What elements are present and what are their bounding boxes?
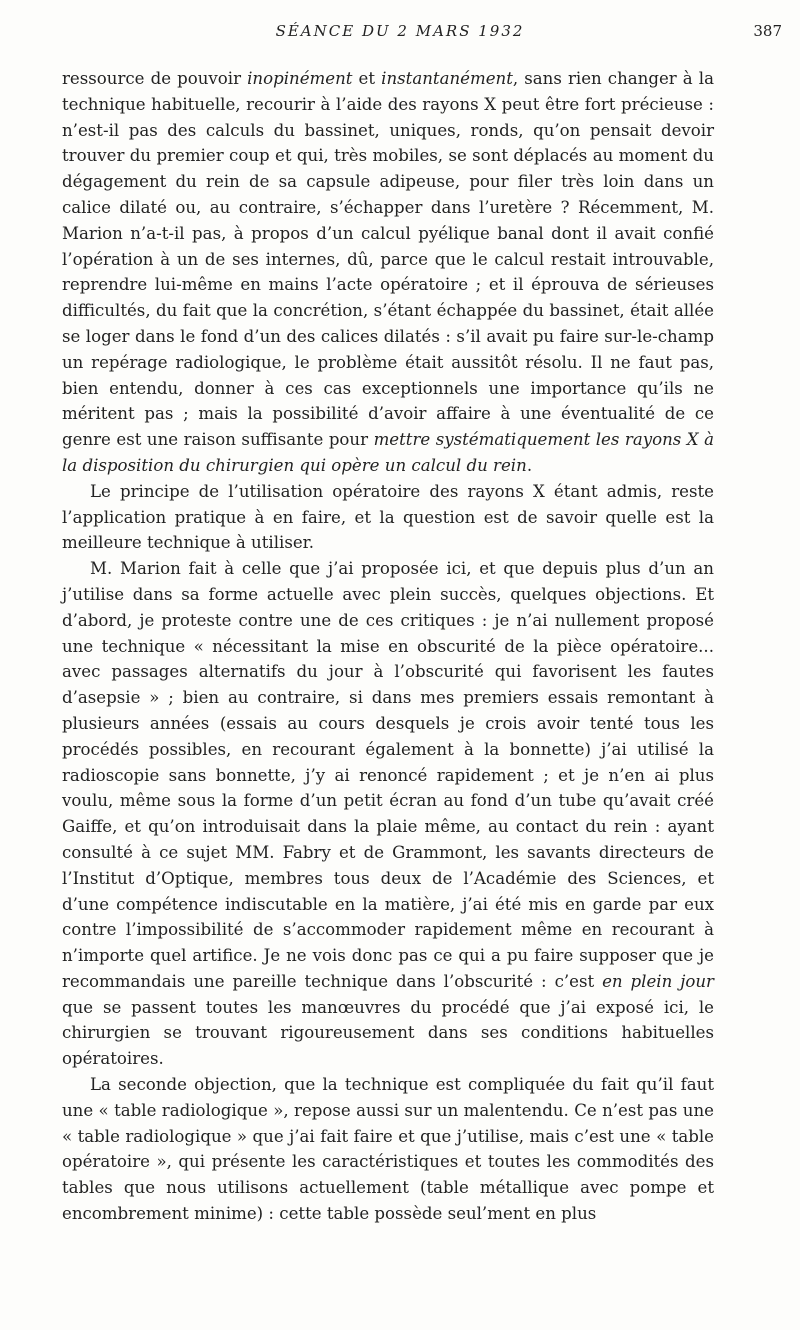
italic-run: instantanément: [381, 69, 513, 88]
running-head: SÉANCE DU 2 MARS 1932: [275, 22, 525, 40]
text-run: Le principe de l’utilisation opératoire des rayons X étant admis, reste l’application pratique à en faire, et la question est de savoir quelle est la meilleure technique à utiliser.: [62, 481, 714, 553]
text-run: que se passent toutes les manœuvres du procédé que j’ai exposé ici, le chirurgien se trouvant rigoureusement dans ses conditions habituelles opératoires.: [62, 997, 714, 1069]
text-run: ressource de pouvoir: [62, 69, 248, 88]
paragraph-2: [62, 479, 714, 556]
page-header: [0, 22, 800, 44]
paragraph-4: [62, 1072, 714, 1227]
body-text: [62, 66, 714, 1227]
text-run: La seconde objection, que la technique est compliquée du fait qu’il faut une « table radiologique », repose aussi sur un malentendu. Ce n’est pas une « table radiologique » que j’ai fait faire et que j’utilise, mais c’est une « table opératoire », qui présente les caractéristiques et toutes les commodités des tables que nous utilisons actuellement (table métallique avec pompe et encombrement minime) : cette table possède seul’ment en plus: [62, 1075, 714, 1224]
paragraph-1: [62, 66, 714, 479]
paragraph-3: [62, 556, 714, 1072]
text-run: , sans rien changer à la technique habituelle, recourir à l’aide des rayons X peut être fort précieuse : n’est-il pas des calculs du bassinet, uniques, ronds, qu’on pensait devoir trouver du premier coup et qui, très mobiles, se sont déplacés au moment du dégagement du rein de sa capsule adipeuse, pour filer très loin dans un calice dilaté ou, au contraire, s’échapper dans l’uretère ? Récemment, M. Marion n’a-t-il pas, à propos d’un calcul pyélique banal dont il avait confié l’opération à un de ses internes, dû, parce que le calcul restait introuvable, reprendre lui-même en mains l’acte opératoire ; et il éprouva de sérieuses difficultés, du fait que la concrétion, s’étant échappée du bassinet, était allée se loger dans le fond d’un des calices dilatés : s’il avait pu faire sur-le-champ un repérage radiologique, le problème était aussitôt résolu. Il ne faut pas, bien entendu, donner à ces cas exceptionnels une importance qu’ils ne méritent pas ; mais la possibilité d’avoir affaire à une éventualité de ce genre est une raison suffisante pour: [62, 69, 714, 450]
text-run: .: [526, 455, 533, 475]
text-run: M. Marion fait à celle que j’ai proposée ici, et que depuis plus d’un an j’utilise dans sa forme actuelle avec plein succès, quelques objections. Et d’abord, je proteste contre une de ces critiques : je n’ai nullement proposé une technique « nécessitant la mise en obscurité de la pièce opératoire... avec passages alternatifs du jour à l’obscurité qui favorisent les fautes d’asepsie » ; bien au contraire, si dans mes premiers essais remontant à plusieurs années (essais au cours desquels je crois avoir tenté tous les procédés possibles, en recourant également à la bonnette) j’ai utilisé la radioscopie sans bonnette, j’y ai renoncé rapidement ; et je n’en ai plus voulu, même sous la forme d’un petit écran au fond d’un tube qu’avait créé Gaiffe, et qu’on introduisait dans la plaie même, au contact du rein : ayant consulté à ce sujet MM. Fabry et de Grammont, les savants directeurs de l’Institut d’Optique, membres tous deux de l’Académie des Sciences, et d’une compétence indiscutable en la matière, j’ai été mis en garde par eux contre l’impossibilité de s’accommoder rapidement même en recourant à n’importe quel artifice. Je ne vois donc pas ce qui a pu faire supposer que je recommandais une pareille technique dans l’obscurité : c’est: [62, 559, 714, 991]
italic-run: en plein jour: [602, 971, 714, 991]
text-run: et: [352, 69, 382, 88]
italic-run: inopinément: [247, 69, 353, 88]
italic-run: mettre systématiquement les rayons X à la disposition du chirurgien qui opère un calcul du rein: [62, 430, 715, 475]
page-number: 387: [753, 22, 782, 40]
